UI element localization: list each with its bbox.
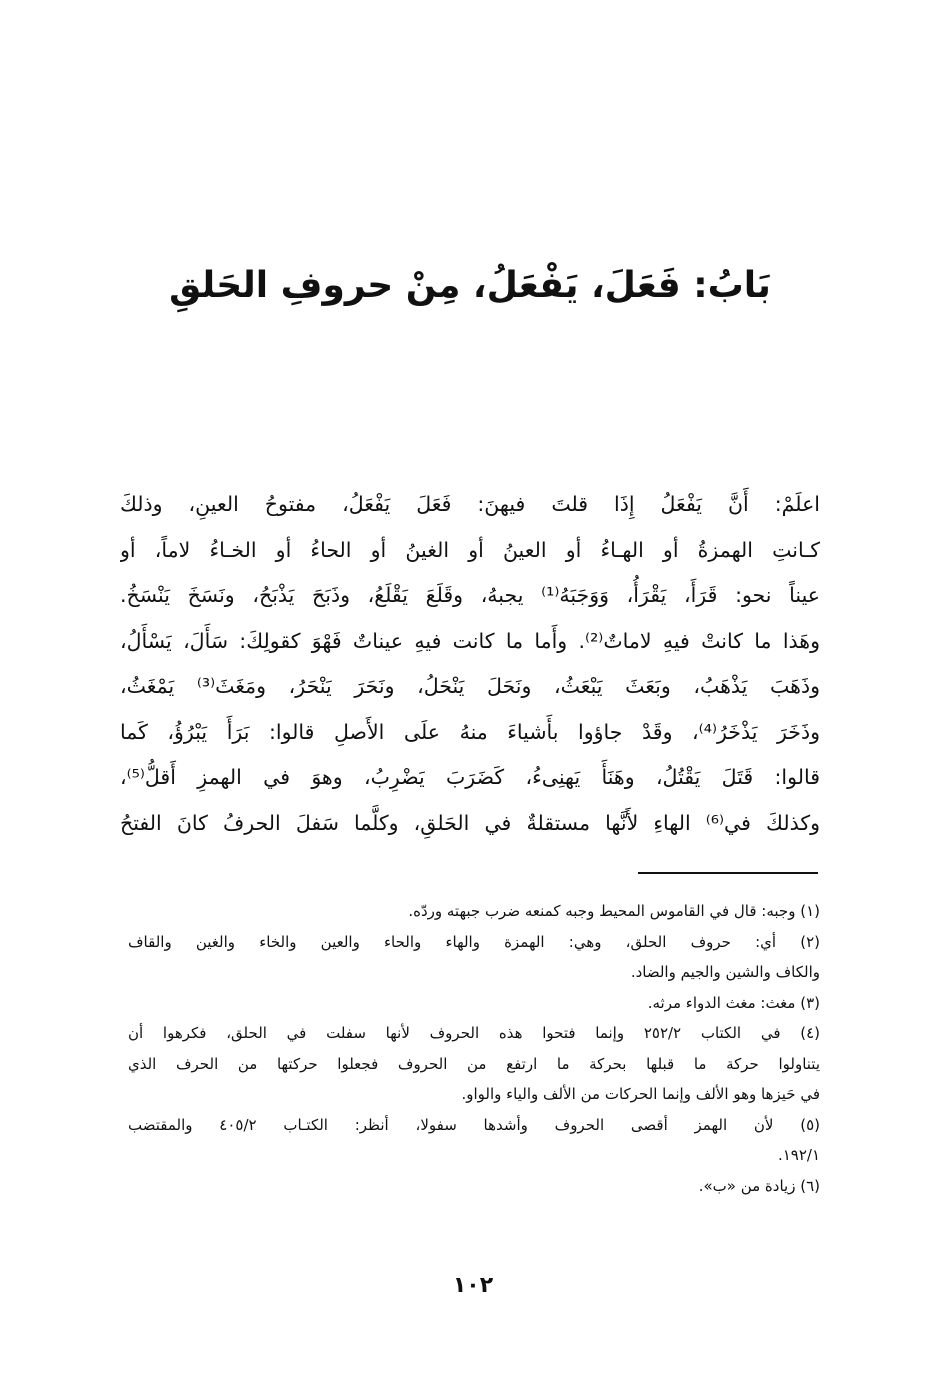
text-line: اعلَمْ: أَنَّ يَفْعَلُ إِذَا قلتَ فيهنَ: فَعَلَ يَفْعَلُ، مفتوحُ العينِ، وذلكَ <box>120 492 820 516</box>
text-line: وذَهَبَ يَذْهَبُ، وبَعَثَ يَبْعَثُ، ونَحَلَ يَنْحَلُ، ونَحَرَ يَنْحَرُ، ومَغَثَ⁽³⁾ يَمْغَثُ، <box>120 674 820 698</box>
footnote-line: والكاف والشين والجيم والضاد. <box>630 963 820 981</box>
text-line: كـانتِ الهمزةُ أو الهـاءُ أو العينُ أو الغينُ أو الحاءُ أو الخـاءُ لاماً، أو <box>120 537 820 562</box>
footnote-line: يتناولوا حركة ما قبلها بحركة ما ارتفع من الحروف فجعلوا حركتها من الحرف الذي <box>128 1054 820 1073</box>
text-line: وذَخَرَ يَذْخَرُ⁽⁴⁾، وقَدْ جاؤوا بأَشياءَ منهُ علَى الأَصلِ قالوا: بَرَأَ يَبْرُؤُ، كَما <box>120 719 820 744</box>
footnote-line: (٥) لأن الهمز أقصى الحروف وأشدها سفولا، أنظر: الكتـاب ٤٠٥/٢ والمقتضب <box>128 1115 820 1134</box>
footnote-line: (٣) مغث: مغث الدواء مرثه. <box>647 993 820 1012</box>
footnote-line: في حَيزها وهو الألف وإنما الحركات من الألف والياء والواو. <box>461 1085 820 1103</box>
footnote-line: (١) وجبه: قال في القاموس المحيط وجبه كمنعه ضرب جبهته وردّه. <box>408 902 820 920</box>
main-text <box>120 482 820 846</box>
footnote-line: (٦) زيادة من «ب». <box>698 1176 820 1195</box>
footnote-divider <box>638 872 818 874</box>
text-line: عيناً نحو: قَرَأَ، يَقْرَأُ، وَوَجَبَهُ⁽¹⁾ يجبهُ، وقَلَعَ يَقْلَعُ، وذَبَحَ يَذْبَحُ، ونَسَخَ يَنْسَخُ. <box>120 583 820 607</box>
chapter-title: بَابُ: فَعَلَ، يَفْعَلُ، مِنْ حروفِ الحَلقِ <box>169 265 771 306</box>
footnote-line: (٤) في الكتاب ٢٥٢/٢ وإنما فتحوا هذه الحروف لأنها سفلت في الحلق، فكرهوا أن <box>128 1024 820 1042</box>
text-line: وكذلكَ في⁽⁶⁾ الهاءِ لأَنَّها مستقلةٌ في الحَلقِ، وكلَّما سَفلَ الحرفُ كانَ الفتحُ <box>120 810 820 835</box>
text-line: وهَذا ما كانتْ فيهِ لاماتٌ⁽²⁾. وأَما ما كانت فيهِ عيناتٌ فَهْوَ كقولِكَ: سَأَلَ، يَسْأَلُ، <box>120 628 820 653</box>
footnote-line: (٢) أي: حروف الحلق، وهي: الهمزة والهاء والحاء والعين والخاء والغين والقاف <box>128 932 820 951</box>
page-number: ١٠٢ <box>452 1273 494 1298</box>
text-line: قالوا: قَتَلَ يَقْتُلُ، وهَنَأَ يَهنِىءُ، كَضَرَبَ يَضْرِبُ، وهوَ في الهمزِ أَقلُّ⁽⁵⁾، <box>120 765 820 789</box>
footnote-line: ١٩٢/١. <box>777 1146 820 1164</box>
footnotes <box>128 896 820 1201</box>
